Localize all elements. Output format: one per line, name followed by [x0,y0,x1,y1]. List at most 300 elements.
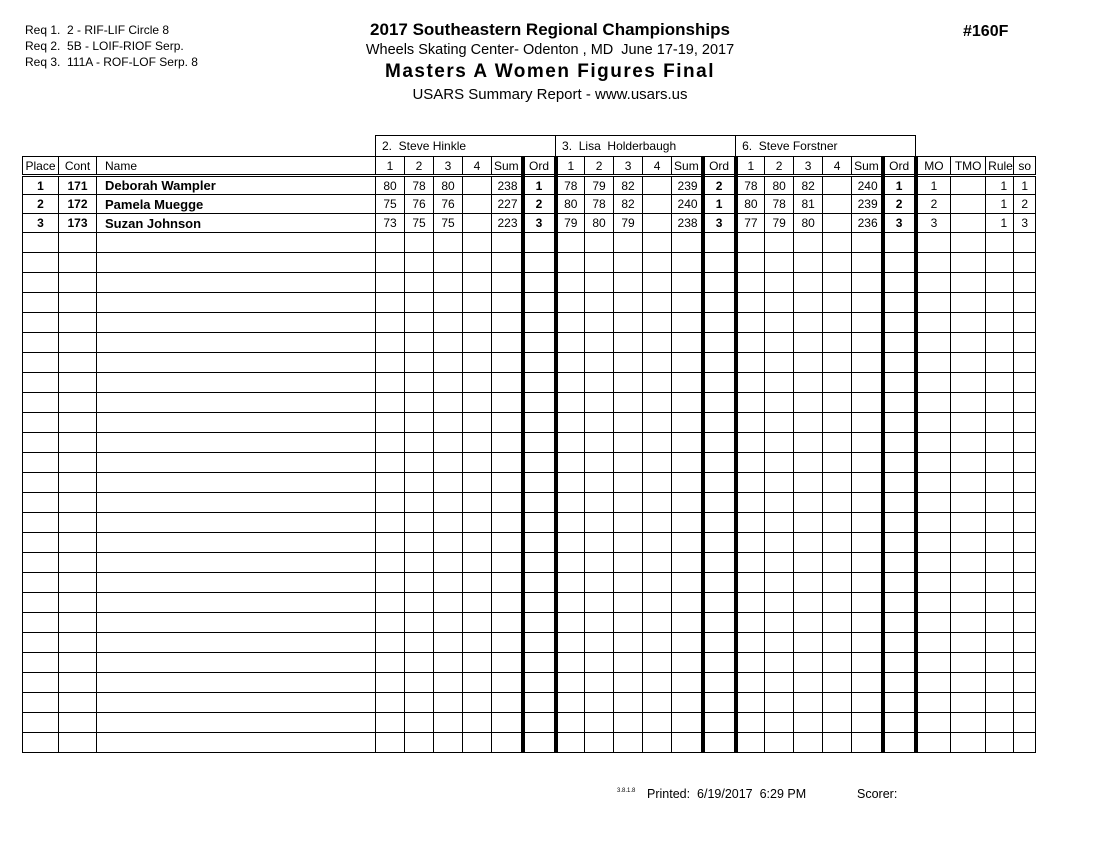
cell-score1 [556,373,585,393]
cell-cont [59,233,97,253]
cell-score4 [643,673,672,693]
cell-score3 [434,633,463,653]
cell-score2 [405,533,434,553]
cell-rule [986,573,1014,593]
cell-score3 [434,433,463,453]
cell-score3: 82 [794,176,823,195]
cell-sum [492,333,523,353]
cell-name: Suzan Johnson [97,214,376,233]
cell-mo [916,453,951,473]
cell-score1 [376,713,405,733]
cell-sum [852,473,883,493]
cell-score1 [736,733,765,753]
cell-sum: 227 [492,195,523,214]
cell-score4 [823,433,852,453]
cell-so [1014,693,1036,713]
cell-name [97,733,376,753]
cell-place [23,413,59,433]
cell-score2 [405,453,434,473]
cell-score2: 78 [765,195,794,214]
cell-mo [916,633,951,653]
cell-score1 [556,233,585,253]
cell-sum [492,513,523,533]
cell-score2 [585,553,614,573]
cell-score1 [736,513,765,533]
cell-score4 [643,593,672,613]
cell-ord [523,673,556,693]
cell-cont [59,513,97,533]
cell-score4 [643,413,672,433]
cell-score3 [794,333,823,353]
cell-ord [523,393,556,413]
cell-score2: 76 [405,195,434,214]
cell-mo [916,493,951,513]
cell-score1 [556,353,585,373]
cell-score3 [794,693,823,713]
cell-ord [883,713,916,733]
cell-tmo [951,513,986,533]
cell-sum [672,233,703,253]
cell-ord [703,253,736,273]
cell-so [1014,253,1036,273]
cell-rule [986,713,1014,733]
cell-mo [916,553,951,573]
cell-ord [523,413,556,433]
cell-score3 [794,313,823,333]
column-header-score1: 1 [736,157,765,176]
cell-score3 [614,373,643,393]
cell-cont [59,493,97,513]
cell-score2 [405,633,434,653]
cell-tmo [951,533,986,553]
cell-score3 [794,573,823,593]
cell-score3 [434,553,463,573]
cell-score3 [434,653,463,673]
cell-sum [672,393,703,413]
cell-score1 [556,293,585,313]
cell-sum [492,573,523,593]
cell-ord [703,733,736,753]
cell-sum [672,353,703,373]
cell-ord [523,513,556,533]
cell-score4 [463,533,492,553]
cell-score4 [643,513,672,533]
cell-mo [916,433,951,453]
cell-sum [672,653,703,673]
cell-sum [852,613,883,633]
cell-score3 [614,493,643,513]
cell-score4 [463,493,492,513]
cell-sum [492,453,523,473]
cell-rule [986,513,1014,533]
cell-score1 [376,673,405,693]
requirement-line-2: Req 2. 5B - LOIF-RIOF Serp. [25,39,184,53]
cell-ord [523,273,556,293]
cell-mo [916,253,951,273]
cell-sum [672,313,703,333]
cell-tmo [951,353,986,373]
cell-sum: 239 [852,195,883,214]
cell-score4 [463,373,492,393]
cell-score2 [765,693,794,713]
cell-cont [59,273,97,293]
cell-ord [883,453,916,473]
cell-name [97,633,376,653]
cell-score1: 80 [376,176,405,195]
cell-score1 [376,393,405,413]
cell-tmo [951,273,986,293]
cell-so [1014,673,1036,693]
column-header-score4: 4 [823,157,852,176]
cell-cont [59,593,97,613]
cell-score1 [556,253,585,273]
cell-score2: 79 [585,176,614,195]
cell-score1 [376,473,405,493]
cell-sum [852,713,883,733]
cell-score1 [556,653,585,673]
cell-score4 [463,413,492,433]
cell-score1: 77 [736,214,765,233]
cell-score1 [376,553,405,573]
cell-score3: 79 [614,214,643,233]
cell-tmo [951,633,986,653]
cell-score3 [794,233,823,253]
cell-cont [59,413,97,433]
cell-name [97,253,376,273]
cell-score3 [794,613,823,633]
cell-ord [883,353,916,373]
cell-score1 [736,313,765,333]
cell-name [97,313,376,333]
cell-name: Deborah Wampler [97,176,376,195]
cell-score1 [736,713,765,733]
cell-score4 [643,233,672,253]
cell-sum [852,593,883,613]
cell-score4 [463,333,492,353]
cell-name [97,573,376,593]
cell-score1 [736,533,765,553]
cell-ord [703,433,736,453]
cell-tmo [951,373,986,393]
cell-score3 [434,413,463,433]
cell-ord [703,233,736,253]
cell-ord: 3 [703,214,736,233]
cell-sum [492,353,523,373]
cell-score4 [823,273,852,293]
cell-score3 [434,693,463,713]
column-header-name: Name [97,157,376,176]
cell-score2 [765,453,794,473]
column-header-score1: 1 [376,157,405,176]
cell-score2 [405,493,434,513]
cell-place [23,253,59,273]
cell-sum [852,353,883,373]
cell-place [23,573,59,593]
cell-score4 [823,214,852,233]
cell-score4 [823,533,852,553]
cell-score2 [765,433,794,453]
cell-name [97,613,376,633]
empty-row [23,253,1036,273]
cell-sum [672,413,703,433]
cell-score2 [765,493,794,513]
cell-ord [703,273,736,293]
cell-sum [492,653,523,673]
cell-mo [916,353,951,373]
cell-score4 [643,533,672,553]
cell-rule [986,273,1014,293]
cell-score2 [405,273,434,293]
cell-place [23,513,59,533]
venue-line: Wheels Skating Center- Odenton , MD June 17-19, 2017 [365,42,735,58]
skater-row [23,214,1036,233]
cell-ord [703,553,736,573]
cell-tmo [951,693,986,713]
cell-ord [523,613,556,633]
cell-place [23,693,59,713]
cell-tmo [951,413,986,433]
cell-score3: 82 [614,176,643,195]
cell-tmo [951,433,986,453]
cell-score1 [556,413,585,433]
cell-sum [492,253,523,273]
cell-score4 [643,393,672,413]
cell-score2 [585,293,614,313]
cell-so [1014,393,1036,413]
cell-score2 [405,393,434,413]
cell-cont [59,293,97,313]
cell-score2 [585,713,614,733]
cell-rule [986,493,1014,513]
cell-ord [883,473,916,493]
cell-score3 [614,433,643,453]
cell-ord [703,573,736,593]
cell-tmo [951,573,986,593]
cell-score4 [643,433,672,453]
cell-score2 [765,573,794,593]
cell-ord [523,653,556,673]
title-block [0,20,1100,103]
cell-score1 [376,653,405,673]
column-header-so: so [1014,157,1036,176]
cell-so [1014,273,1036,293]
cell-score3: 80 [794,214,823,233]
column-header-sum: Sum [492,157,523,176]
cell-ord [703,393,736,413]
cell-rule [986,393,1014,413]
column-header-ord: Ord [703,157,736,176]
cell-ord [883,593,916,613]
cell-mo [916,273,951,293]
cell-mo [916,333,951,353]
cell-rule [986,693,1014,713]
printed-timestamp: Printed: 6/19/2017 6:29 PM [647,787,807,801]
judge-header-1: 2. Steve Hinkle [376,136,556,157]
cell-mo [916,393,951,413]
cell-ord [703,473,736,493]
cell-sum [492,633,523,653]
cell-ord [523,573,556,593]
cell-place: 1 [23,176,59,195]
cell-tmo [951,453,986,473]
cell-sum [492,553,523,573]
cell-sum: 223 [492,214,523,233]
cell-mo [916,693,951,713]
cell-mo [916,293,951,313]
cell-sum: 238 [492,176,523,195]
column-header-score3: 3 [614,157,643,176]
cell-score2 [405,413,434,433]
cell-score1 [736,293,765,313]
cell-score4 [823,293,852,313]
cell-score4 [463,214,492,233]
cell-sum [852,293,883,313]
footer-version: 3.8.1.8 [617,788,636,794]
cell-mo [916,613,951,633]
cell-name [97,333,376,353]
skater-row [23,176,1036,195]
cell-score1 [736,493,765,513]
cell-score3 [614,713,643,733]
cell-so [1014,713,1036,733]
cell-score4 [463,593,492,613]
cell-cont [59,373,97,393]
cell-score4 [823,593,852,613]
empty-row [23,533,1036,553]
cell-score2: 80 [765,176,794,195]
column-header-tmo: TMO [951,157,986,176]
cell-sum [852,553,883,573]
cell-ord [883,693,916,713]
event-number: #160F [963,23,1009,40]
cell-ord: 2 [523,195,556,214]
cell-mo [916,373,951,393]
cell-score4 [643,733,672,753]
cell-ord [883,233,916,253]
cell-place [23,453,59,473]
cell-place [23,493,59,513]
cell-sum [492,593,523,613]
cell-sum [492,233,523,253]
cell-score3 [614,533,643,553]
cell-cont [59,533,97,553]
cell-score3 [614,233,643,253]
cell-score2 [405,473,434,493]
cell-ord [703,693,736,713]
cell-score1 [736,573,765,593]
column-header-score2: 2 [765,157,794,176]
cell-ord [703,673,736,693]
cell-sum [852,253,883,273]
column-header-score3: 3 [794,157,823,176]
cell-score3 [794,433,823,453]
empty-row [23,613,1036,633]
cell-score2 [765,373,794,393]
cell-mo [916,653,951,673]
cell-tmo [951,333,986,353]
cell-score1: 80 [556,195,585,214]
cell-ord [523,333,556,353]
cell-mo: 1 [916,176,951,195]
cell-place [23,313,59,333]
cell-name [97,513,376,533]
scorer-label: Scorer: [857,787,898,801]
cell-score3 [614,693,643,713]
cell-mo [916,313,951,333]
cell-score3 [794,253,823,273]
cell-score3 [614,613,643,633]
column-header-cont: Cont [59,157,97,176]
cell-mo [916,593,951,613]
cell-score4 [463,693,492,713]
cell-score1 [376,613,405,633]
column-header-mo: MO [916,157,951,176]
cell-score1 [376,533,405,553]
cell-score3 [614,513,643,533]
cell-ord [703,633,736,653]
cell-cont: 172 [59,195,97,214]
cell-sum [492,533,523,553]
cell-name [97,393,376,413]
cell-so [1014,473,1036,493]
cell-ord [703,313,736,333]
cell-score3 [614,593,643,613]
empty-row [23,433,1036,453]
cell-rule [986,333,1014,353]
cell-sum [672,293,703,313]
cell-place: 2 [23,195,59,214]
cell-cont [59,353,97,373]
cell-score4 [823,393,852,413]
cell-sum [672,373,703,393]
cell-score3 [434,713,463,733]
cell-score1 [556,693,585,713]
cell-so [1014,453,1036,473]
column-header-row [23,157,1036,176]
cell-ord [523,453,556,473]
cell-score1: 79 [556,214,585,233]
empty-row [23,673,1036,693]
cell-score4 [823,453,852,473]
cell-ord [883,393,916,413]
cell-tmo [951,653,986,673]
cell-ord [883,613,916,633]
cell-score4 [643,493,672,513]
cell-score3 [434,533,463,553]
cell-score1: 73 [376,214,405,233]
cell-score4 [643,293,672,313]
cell-rule [986,353,1014,373]
cell-score3 [434,353,463,373]
cell-score1: 78 [556,176,585,195]
cell-ord [523,233,556,253]
cell-score3 [794,393,823,413]
cell-ord [523,533,556,553]
empty-row [23,553,1036,573]
cell-ord [703,373,736,393]
cell-ord [883,313,916,333]
cell-cont: 173 [59,214,97,233]
cell-score3 [794,353,823,373]
column-header-rule: Rule [986,157,1014,176]
cell-score4 [643,273,672,293]
empty-row [23,713,1036,733]
cell-score1 [736,693,765,713]
cell-sum [852,513,883,533]
cell-score1 [376,733,405,753]
cell-sum [492,393,523,413]
cell-ord [523,553,556,573]
